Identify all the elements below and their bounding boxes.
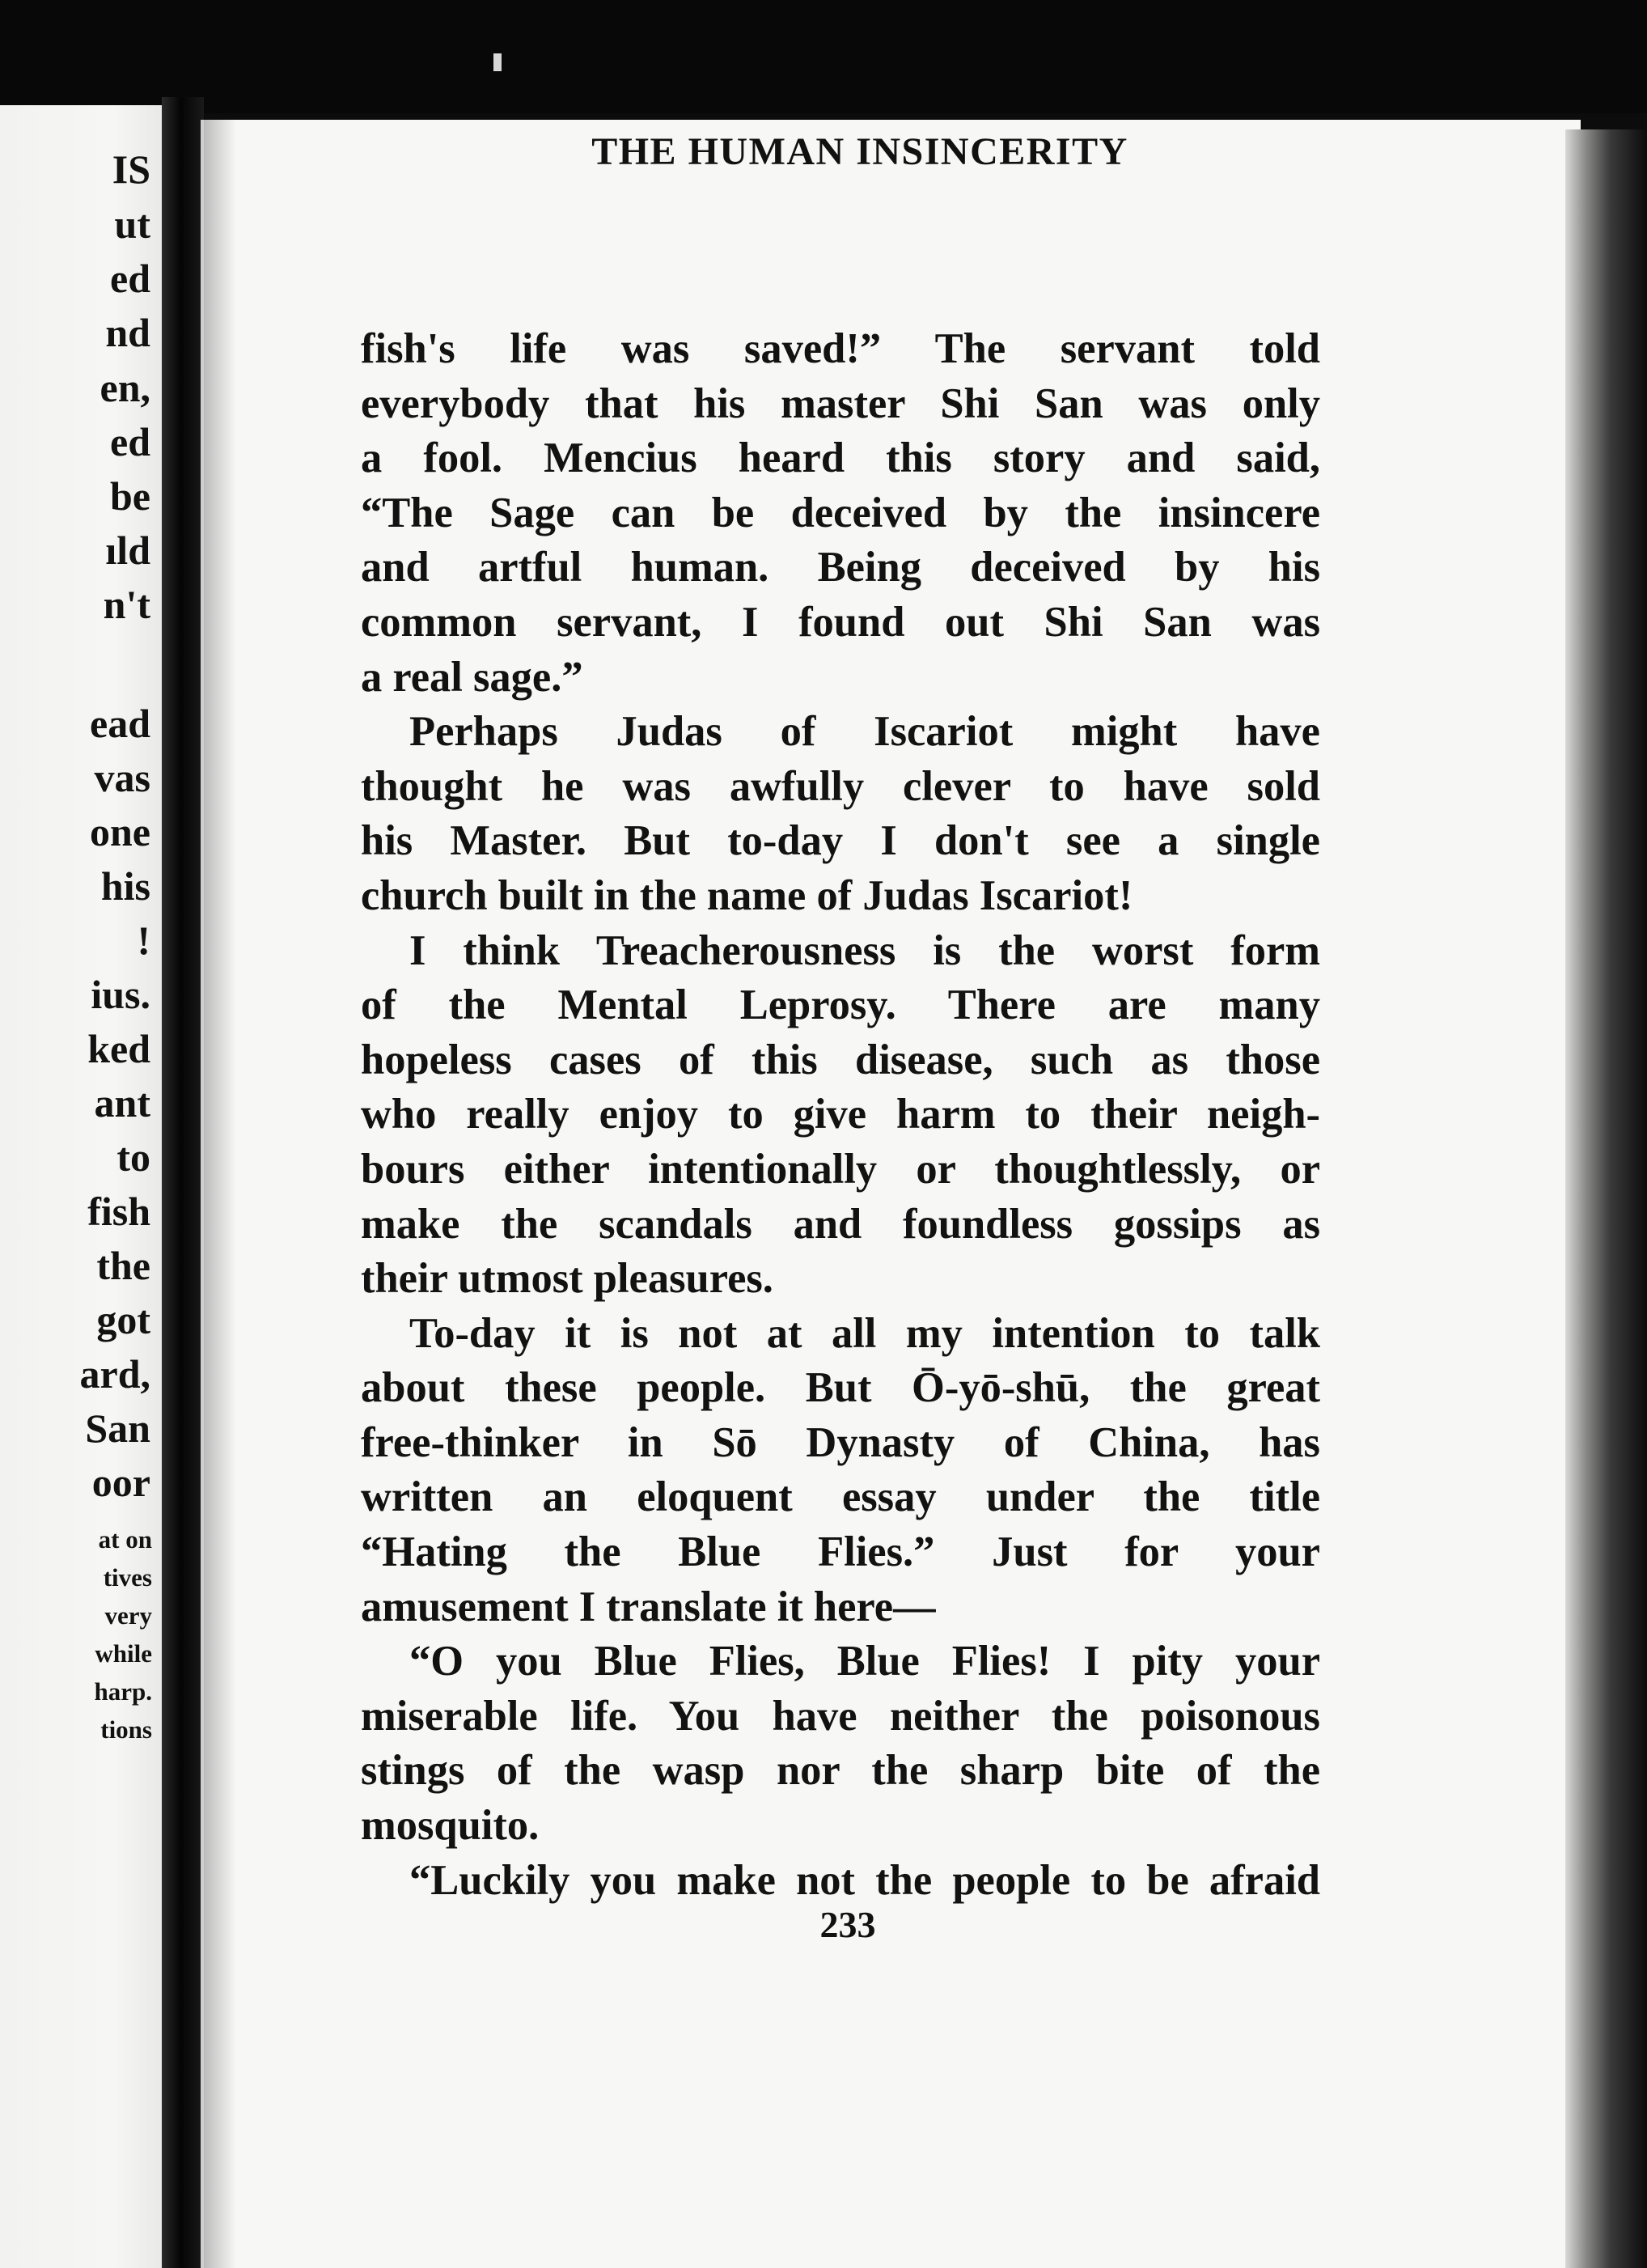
text-line: stings of the wasp nor the sharp bite of the: [361, 1747, 1320, 1795]
text-line: free-thinker in Sō Dynasty of China, has: [361, 1418, 1320, 1466]
page-number: 233: [819, 1904, 876, 1945]
left-page-fragment: ead: [90, 701, 150, 746]
left-page-fragment: be: [110, 473, 150, 519]
running-head: THE HUMAN INSINCERITY: [591, 130, 1128, 173]
left-page-fragment: got: [96, 1297, 150, 1342]
left-page-fragment: tives: [103, 1563, 152, 1592]
text-line: Perhaps Judas of Iscariot might have: [409, 708, 1320, 756]
left-page-fragment: the: [96, 1243, 150, 1288]
text-line: fish's life was saved!” The servant told: [361, 325, 1320, 372]
left-page-fragment: IS: [112, 146, 150, 192]
film-border-top: [0, 0, 1647, 113]
text-line: who really enjoy to give harm to their neigh-: [361, 1091, 1320, 1138]
film-mark: [493, 53, 502, 71]
left-page-fragment: ed: [110, 256, 150, 301]
text-line: hopeless cases of this disease, such as those: [361, 1036, 1320, 1083]
body-text: [361, 322, 1320, 1908]
left-page-fragment: oor: [91, 1460, 150, 1505]
text-line: I think Treacherousness is the worst form: [409, 926, 1320, 974]
left-page-fragment: en,: [99, 365, 150, 410]
text-line: church built in the name of Judas Iscariot!: [361, 871, 1133, 919]
text-line: miserable life. You have neither the poisonous: [361, 1692, 1320, 1740]
left-page-fragment: tions: [100, 1715, 152, 1744]
left-page-fragment: ard,: [79, 1351, 150, 1397]
left-page-fragment: vas: [94, 755, 150, 800]
text-line: and artful human. Being deceived by his: [361, 544, 1320, 591]
left-page-fragment: to: [116, 1134, 150, 1180]
text-line: his Master. But to-day I don't see a single: [361, 817, 1320, 865]
text-line: everybody that his master Shi San was only: [361, 379, 1320, 427]
left-page-fragment: at on: [98, 1525, 152, 1554]
left-page-fragment: ked: [87, 1026, 150, 1071]
text-line: a fool. Mencius heard this story and said,: [361, 435, 1320, 482]
text-line: amusement I translate it here—: [361, 1583, 936, 1630]
text-line: of the Mental Leprosy. There are many: [361, 981, 1320, 1029]
text-line: about these people. But Ō-yō-shū, the great: [361, 1364, 1320, 1412]
text-line: To-day it is not at all my intention to talk: [409, 1309, 1320, 1357]
text-line: common servant, I found out Shi San was: [361, 598, 1320, 646]
left-page-fragment: San: [85, 1405, 150, 1451]
text-line: mosquito.: [361, 1802, 540, 1850]
left-page-fragment: fish: [87, 1189, 150, 1234]
left-page-fragment: ant: [94, 1080, 150, 1126]
page-right-edge: [1565, 129, 1647, 2268]
left-page-fragment: n't: [103, 582, 150, 627]
left-page-fragment: his: [100, 863, 150, 909]
text-line: bours either intentionally or thoughtlessly, or: [361, 1145, 1320, 1193]
left-page-fragment: ıld: [105, 528, 150, 573]
text-line: thought he was awfully clever to have sold: [361, 762, 1320, 810]
text-line: written an eloquent essay under the title: [361, 1473, 1320, 1521]
left-page-fragment: harp.: [94, 1677, 152, 1706]
left-page-fragment: very: [104, 1601, 152, 1630]
text-line: their utmost pleasures.: [361, 1255, 773, 1303]
text-line: “Hating the Blue Flies.” Just for your: [361, 1528, 1320, 1576]
left-page-fragment: nd: [105, 310, 150, 355]
text-line: “The Sage can be deceived by the insincere: [361, 489, 1320, 536]
left-page-fragment: one: [90, 809, 150, 854]
text-line: “O you Blue Flies, Blue Flies! I pity your: [409, 1638, 1320, 1685]
left-page-fragment: while: [95, 1639, 152, 1668]
text-line: a real sage.”: [361, 653, 583, 701]
left-page-fragment: ius.: [91, 972, 150, 1017]
left-page-fragment: !: [137, 918, 150, 963]
text-line: make the scandals and foundless gossips as: [361, 1200, 1320, 1248]
left-page-fragment: ed: [110, 419, 150, 464]
text-line: “Luckily you make not the people to be afraid: [409, 1856, 1320, 1904]
left-page-fragment: ut: [114, 201, 150, 247]
